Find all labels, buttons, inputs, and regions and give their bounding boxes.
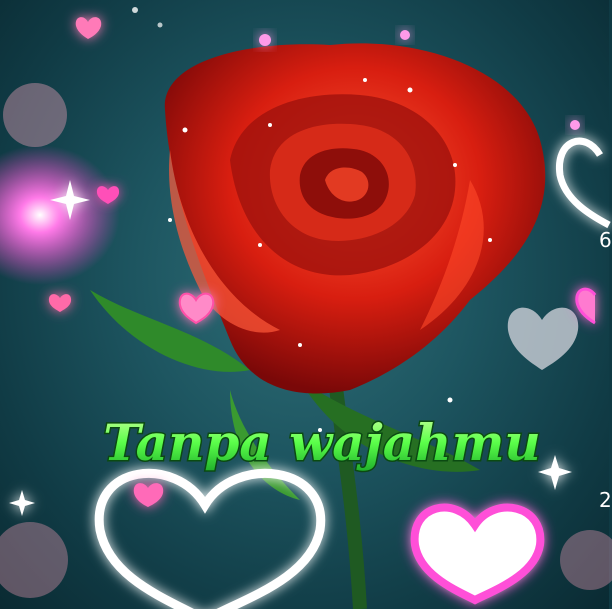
heart-outline-right [559, 141, 609, 225]
heart-pale [508, 308, 578, 370]
edge-digit-upper: 6 [599, 228, 612, 252]
edge-digit-lower: 2 [599, 488, 612, 512]
left-glow [0, 145, 120, 285]
rose-flower [165, 43, 545, 393]
heart-filled-glow [415, 508, 541, 600]
caption-group [103, 413, 540, 472]
caption-text: Tanpa wajahmu [103, 413, 541, 472]
